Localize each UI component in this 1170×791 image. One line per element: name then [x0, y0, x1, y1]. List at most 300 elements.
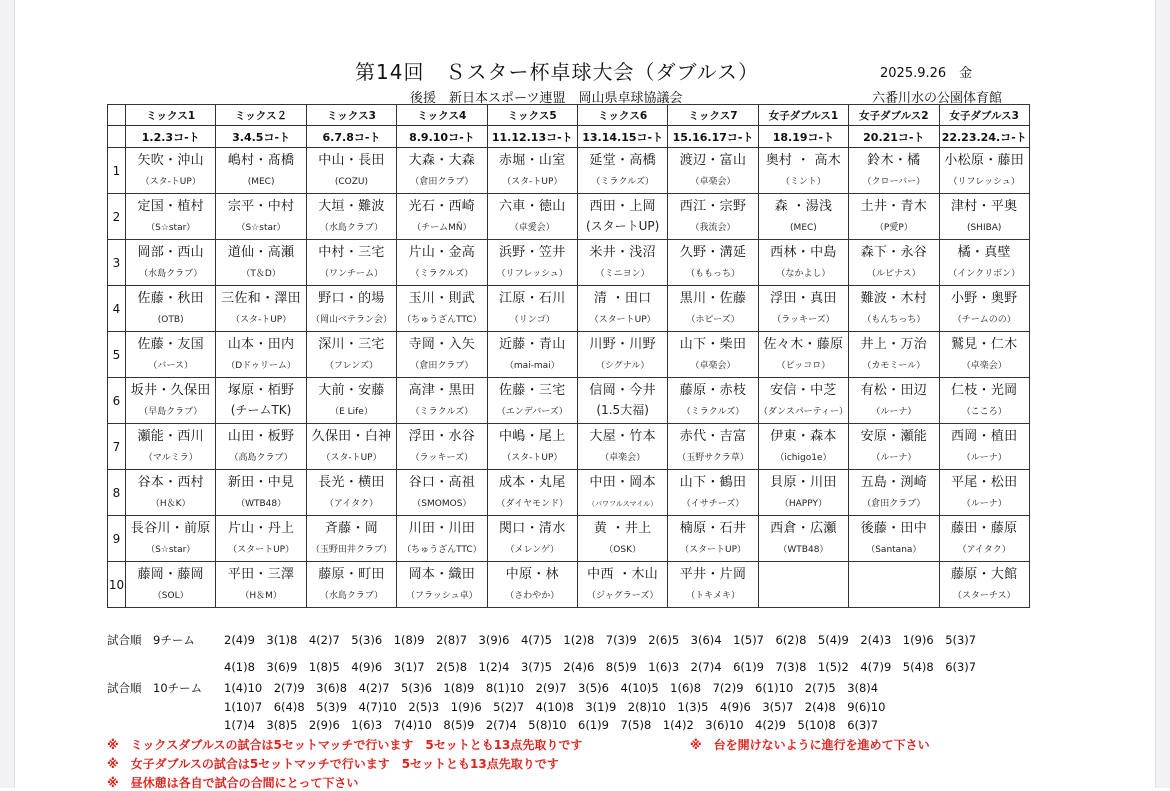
- pair-team: （スタートUP）: [680, 545, 747, 555]
- table-row: [108, 424, 1030, 470]
- event-header: 女子ダブルス3: [939, 105, 1029, 126]
- pair-names: 鈴木・橘: [867, 153, 921, 168]
- pair-names: 難波・木村: [860, 291, 928, 306]
- pair-cell: [397, 424, 487, 470]
- pair-team: （玉野サクラ草）: [677, 453, 749, 463]
- table-row: [108, 378, 1030, 424]
- pair-team: （我流会）: [690, 223, 736, 233]
- pair-cell: [758, 516, 848, 562]
- pair-cell: [306, 516, 396, 562]
- pair-cell: [216, 194, 306, 240]
- court-header: 18.19コ-ト: [758, 126, 848, 148]
- pair-names: 平尾・松田: [950, 475, 1018, 490]
- pair-names: 佐藤・秋田: [137, 291, 204, 306]
- pair-team: （S☆star）: [146, 223, 196, 233]
- pair-cell: [577, 286, 667, 332]
- pair-names: 斉藤・岡: [324, 521, 379, 536]
- pair-names: 貝原・川田: [770, 475, 837, 490]
- pair-cell: [126, 286, 216, 332]
- pair-team: （ミニヨン）: [595, 269, 650, 279]
- pair-names: 安原・瀬能: [860, 429, 928, 444]
- pair-cell: [577, 516, 667, 562]
- pair-names: 高津・黒田: [408, 383, 476, 398]
- pair-names: 藤田・藤原: [950, 521, 1018, 536]
- pair-cell: [758, 148, 848, 194]
- pair-names: 津村・平奥: [950, 199, 1018, 214]
- row-number: 9: [108, 516, 126, 562]
- court-header: 20.21コ-ト: [849, 126, 939, 148]
- court-header: 22.23.24.コ-ト: [939, 126, 1029, 148]
- pair-cell: [487, 470, 577, 516]
- pair-team: （ラッキーズ）: [772, 315, 835, 325]
- order-10-line: 1(4)10 2(7)9 3(6)8 4(2)7 5(3)6 1(8)9 8(1)10 2(9)7 3(5)6 4(10)5 1(6)8 7(2)9 6(1)10 2(7)5 3(8)4: [224, 681, 879, 695]
- pair-team: （WTB48）: [236, 499, 287, 509]
- pair-team: （倉田クラブ）: [410, 177, 474, 187]
- pair-names: 安信・中芝: [770, 383, 837, 398]
- pair-names: 長光・横田: [318, 475, 385, 490]
- pair-team: （早島クラブ）: [139, 407, 203, 417]
- pair-names: 大屋・竹本: [589, 429, 656, 444]
- pair-team: （S☆star）: [146, 545, 196, 555]
- venue-name: 六番川水の公園体育館: [872, 91, 1003, 106]
- pair-names: 中原・林: [505, 567, 559, 582]
- pair-team: （アイタク）: [957, 545, 1011, 555]
- pair-cell: [216, 148, 306, 194]
- row-number: 5: [108, 332, 126, 378]
- event-header: ミックス4: [397, 105, 487, 126]
- pair-cell: [849, 378, 939, 424]
- note-womens-rules: ※ 女子ダブルスの試合は5セットマッチで行います 5セットとも13点先取りです: [107, 757, 559, 771]
- pair-team: （玉野田井クラブ）: [310, 545, 393, 555]
- pair-cell: [487, 378, 577, 424]
- court-header: 3.4.5コ-ト: [216, 126, 306, 148]
- pair-names: 谷口・高祖: [408, 475, 476, 490]
- table-row: [108, 286, 1030, 332]
- pair-team: （バース）: [148, 361, 193, 371]
- order-9-label: 試合順 9チーム: [107, 633, 195, 647]
- pair-names: 嶋村・髙橋: [227, 153, 295, 168]
- pair-cell: [577, 332, 667, 378]
- pair-team: （卓愛会）: [509, 223, 555, 233]
- pair-cell: [487, 516, 577, 562]
- pair-team: （スターチス）: [952, 591, 1016, 601]
- pair-team: （SMOMOS）: [412, 499, 472, 509]
- row-number: 1: [108, 148, 126, 194]
- pair-names: 光石・西崎: [408, 199, 476, 214]
- pair-names: 黒川・佐藤: [679, 291, 747, 306]
- order-9-line: 2(4)9 3(1)8 4(2)7 5(3)6 1(8)9 2(8)7 3(9)6 4(7)5 1(2)8 7(3)9 2(6)5 3(6)4 1(5)7 6(2)8 5(4)9 2(4)3 1(9)6 5(3)7: [224, 633, 977, 647]
- pair-team: （パワフルスマイル）: [588, 500, 658, 508]
- pair-team: (スタートUP): [585, 219, 660, 233]
- row-number: 6: [108, 378, 126, 424]
- pair-cell: [487, 562, 577, 608]
- pair-names: 浜野・笠井: [499, 245, 566, 260]
- order-9-line: 4(1)8 3(6)9 1(8)5 4(9)6 3(1)7 2(5)8 1(2)4 3(7)5 2(4)6 8(5)9 1(6)3 2(7)4 6(1)9 7(3)8 1(5)2 4(7)9 5(4)8 6(3)7: [224, 660, 977, 674]
- pair-cell: [397, 562, 487, 608]
- left-edge: [0, 0, 15, 788]
- pair-team: （ホピーズ）: [686, 315, 740, 325]
- note-mixed-rules: ※ ミックスダブルスの試合は5セットマッチで行います 5セットとも13点先取りです: [107, 738, 583, 752]
- pair-names: 信岡・今井: [589, 383, 656, 398]
- note-progress: ※ 台を開けないように進行を進めて下さい: [690, 738, 930, 752]
- pair-team: （ちゅうざんTTC）: [402, 545, 482, 555]
- pair-team: （エンデバーズ）: [496, 407, 568, 417]
- pair-team: (チームTK): [230, 403, 292, 417]
- pair-names: 瀬能・西川: [137, 429, 204, 444]
- pair-cell: [216, 240, 306, 286]
- pair-names: 小松原・藤田: [944, 153, 1025, 168]
- pair-team: （OSK）: [604, 545, 641, 555]
- pair-names: 佐々木・藤原: [763, 337, 844, 352]
- pair-cell: [577, 562, 667, 608]
- pair-team: （ルピナス）: [867, 269, 921, 279]
- pair-names: 川田・川田: [408, 521, 476, 536]
- pair-names: 六車・徳山: [499, 199, 566, 214]
- pair-names: 佐藤・三宅: [499, 383, 566, 398]
- pair-team: （ルーナ）: [871, 453, 917, 463]
- pair-names: 岡部・西山: [137, 245, 204, 260]
- pair-cell: [758, 470, 848, 516]
- pair-team: （倉田クラブ）: [862, 499, 926, 509]
- pair-team: （P愛P）: [874, 223, 913, 233]
- pair-cell: [939, 470, 1029, 516]
- pair-names: 新田・中見: [227, 475, 295, 490]
- pair-team: （スタートUP）: [228, 545, 295, 555]
- pair-cell: [216, 378, 306, 424]
- pair-cell: [849, 562, 939, 608]
- row-number: 8: [108, 470, 126, 516]
- pair-cell: [126, 240, 216, 286]
- pair-cell: [668, 470, 758, 516]
- corner-cell: [108, 126, 126, 148]
- pair-cell: [126, 424, 216, 470]
- pair-cell: [758, 286, 848, 332]
- pair-names: 後藤・田中: [860, 521, 928, 536]
- event-header: 女子ダブルス1: [758, 105, 848, 126]
- pair-team: （倉田クラブ）: [410, 361, 474, 371]
- header-row-events: [108, 105, 1030, 126]
- pair-names: 井上・万治: [860, 337, 928, 352]
- pair-team: （ミラクルズ）: [591, 177, 654, 187]
- row-number: 3: [108, 240, 126, 286]
- pair-team: （高島クラブ）: [229, 453, 293, 463]
- pair-cell: [758, 240, 848, 286]
- pair-cell: [306, 194, 396, 240]
- pair-team: (1.5大福): [596, 403, 649, 417]
- pair-names: 定国・植村: [137, 199, 204, 214]
- pair-cell: [216, 470, 306, 516]
- pair-names: 土井・青木: [860, 199, 928, 214]
- sponsor-line: 後援 新日本スポーツ連盟 岡山県卓球協議会: [410, 91, 683, 106]
- table-row: [108, 470, 1030, 516]
- pair-cell: [939, 516, 1029, 562]
- court-header: 8.9.10コ-ト: [397, 126, 487, 148]
- pair-names: 西岡・植田: [950, 429, 1018, 444]
- pair-team: （インクリボン）: [948, 269, 1021, 279]
- row-number: 10: [108, 562, 126, 608]
- pair-names: 成本・丸尾: [499, 475, 566, 490]
- pair-names: 宗平・中村: [227, 199, 295, 214]
- order-10-label: 試合順 10チーム: [107, 681, 203, 695]
- event-header: ミックス3: [306, 105, 396, 126]
- pair-cell: [849, 194, 939, 240]
- pair-names: 近藤・青山: [499, 337, 566, 352]
- pair-cell: [306, 424, 396, 470]
- pair-names: 山下・柴田: [679, 337, 747, 352]
- pair-names: 久野・溝延: [679, 245, 747, 260]
- pair-team: (SHIBA): [966, 223, 1002, 233]
- pair-cell: [487, 194, 577, 240]
- pair-names: 森 ・湯浅: [774, 199, 833, 214]
- row-number: 7: [108, 424, 126, 470]
- pair-cell: [216, 286, 306, 332]
- pair-team: （ルーナ）: [871, 407, 917, 417]
- pair-names: 藤原・町田: [318, 567, 385, 582]
- pair-cell: [216, 562, 306, 608]
- pair-team: （さわやか）: [505, 591, 560, 601]
- pair-team: (MEC): [790, 223, 817, 233]
- pair-names: 野口・的場: [318, 291, 385, 306]
- pair-cell: [397, 286, 487, 332]
- pair-team: （フレンズ）: [324, 361, 379, 371]
- pair-team: （ダイヤモンド）: [496, 499, 569, 509]
- table-row: [108, 562, 1030, 608]
- pair-team: （メレンゲ）: [505, 545, 560, 555]
- pair-team: （ミラクルズ）: [681, 407, 745, 417]
- pair-team: （ichigo1e）: [775, 453, 832, 463]
- pair-names: 赤代・吉富: [679, 429, 747, 444]
- table-row: [108, 240, 1030, 286]
- pair-team: （チームのの）: [952, 315, 1016, 325]
- event-header: ミックス5: [487, 105, 577, 126]
- pair-names: 中田・岡本: [589, 475, 656, 490]
- pair-cell: [397, 470, 487, 516]
- pair-cell: [216, 332, 306, 378]
- event-header: ミックス２: [216, 105, 306, 126]
- pair-team: （WTB48）: [778, 545, 829, 555]
- pair-team: （ルーナ）: [961, 453, 1007, 463]
- pair-names: 矢吹・沖山: [137, 153, 204, 168]
- pair-cell: [668, 378, 758, 424]
- pair-cell: [668, 332, 758, 378]
- pair-names: 米井・浅沼: [589, 245, 656, 260]
- pair-names: 大垣・難波: [318, 199, 385, 214]
- pair-team: （水島クラブ）: [319, 591, 384, 601]
- table-row: [108, 332, 1030, 378]
- pair-names: 坂井・久保田: [130, 383, 211, 398]
- pair-names: 久保田・白神: [311, 429, 392, 444]
- pair-names: 西林・中島: [770, 245, 837, 260]
- pair-cell: [939, 194, 1029, 240]
- pair-team: （mai-mai）: [504, 361, 560, 371]
- header-row-courts: [108, 126, 1030, 148]
- pair-cell: [306, 148, 396, 194]
- pair-names: 渡辺・富山: [679, 153, 747, 168]
- pair-names: 橘・真壁: [957, 245, 1011, 260]
- pair-cell: [668, 148, 758, 194]
- pair-team: （H＆M）: [240, 591, 282, 601]
- pair-team: （カモミール）: [862, 361, 926, 371]
- pair-team: （ちゅうざんTTC）: [402, 315, 482, 325]
- pair-cell: [758, 424, 848, 470]
- pair-cell: [849, 148, 939, 194]
- pair-names: 深川・三宅: [318, 337, 385, 352]
- pair-names: 黄 ・井上: [593, 521, 652, 536]
- table-row: [108, 516, 1030, 562]
- pair-names: 佐藤・友国: [137, 337, 204, 352]
- event-header: ミックス1: [126, 105, 216, 126]
- event-header: ミックス7: [668, 105, 758, 126]
- pair-team: （卓楽会）: [600, 453, 646, 463]
- pair-names: 西田・上岡: [589, 199, 656, 214]
- pair-team: （HAPPY）: [779, 499, 827, 509]
- pair-team: （T＆D）: [241, 269, 281, 279]
- pair-names: 片山・金高: [408, 245, 476, 260]
- pair-names: 赤堀・山室: [499, 153, 566, 168]
- pair-cell: [577, 148, 667, 194]
- pair-names: 楠原・石井: [679, 521, 747, 536]
- pair-names: 岡本・織田: [408, 567, 476, 582]
- pair-team: （Santana）: [866, 545, 922, 555]
- court-header: 6.7.8コ-ト: [306, 126, 396, 148]
- pair-names: 浮田・水谷: [408, 429, 476, 444]
- pair-team: （H＆K）: [150, 499, 191, 509]
- note-lunch: ※ 昼休憩は各自で試合の合間にとって下さい: [107, 776, 359, 790]
- pair-cell: [939, 378, 1029, 424]
- pair-cell: [939, 332, 1029, 378]
- pair-names: 三佐和・澤田: [221, 291, 301, 306]
- court-header: 13.14.15コ-ト: [577, 126, 667, 148]
- pair-team: （イサチーズ）: [681, 499, 745, 509]
- pair-team: (COZU): [334, 177, 369, 187]
- pair-cell: [487, 148, 577, 194]
- pair-team: （ミント）: [780, 177, 826, 187]
- pair-team: （チームMÑ）: [412, 223, 472, 233]
- pair-cell: [577, 378, 667, 424]
- pair-names: 平井・片岡: [679, 567, 747, 582]
- pair-team: （スタ-トUP）: [502, 453, 563, 463]
- pair-team: （アイタク）: [324, 499, 379, 509]
- pair-cell: [758, 194, 848, 240]
- pair-names: 山田・板野: [227, 429, 295, 444]
- pair-cell: [939, 562, 1029, 608]
- pair-team: （トキメキ）: [686, 591, 740, 601]
- pair-team: （水島クラブ）: [139, 269, 203, 279]
- pair-names: 藤原・赤枝: [679, 383, 747, 398]
- pair-cell: [668, 562, 758, 608]
- pair-cell: [126, 332, 216, 378]
- pair-cell: [939, 148, 1029, 194]
- pair-names: 江原・石川: [499, 291, 566, 306]
- pair-names: 道仙・高瀬: [227, 245, 295, 260]
- pair-cell: [397, 332, 487, 378]
- pair-cell: [758, 562, 848, 608]
- pair-team: （SOL）: [152, 591, 189, 601]
- pair-team: （岡山ベテラン会）: [310, 315, 392, 325]
- pair-cell: [126, 194, 216, 240]
- pair-cell: [849, 286, 939, 332]
- pair-cell: [849, 516, 939, 562]
- pair-names: 平田・三澤: [227, 567, 295, 582]
- pair-cell: [939, 240, 1029, 286]
- pair-names: 鷲見・仁木: [950, 337, 1018, 352]
- pair-team: （リフレッシュ）: [948, 177, 1020, 187]
- pair-team: （ワンチーム）: [319, 269, 383, 279]
- event-header: ミックス6: [577, 105, 667, 126]
- corner-cell: [108, 105, 126, 126]
- pair-cell: [758, 332, 848, 378]
- pair-names: 中嶋・尾上: [499, 429, 566, 444]
- pair-names: 伊東・森本: [770, 429, 837, 444]
- pair-names: 西江・宗野: [679, 199, 747, 214]
- table-row: [108, 148, 1030, 194]
- pair-names: 関口・清水: [499, 521, 566, 536]
- pair-team: （フラッシュ卓）: [406, 591, 478, 601]
- pair-cell: [306, 240, 396, 286]
- pair-names: 藤原・大館: [950, 567, 1018, 582]
- pair-cell: [306, 378, 396, 424]
- pair-cell: [126, 516, 216, 562]
- pair-names: 中山・長田: [318, 153, 385, 168]
- pair-cell: [849, 332, 939, 378]
- pair-cell: [397, 240, 487, 286]
- pair-cell: [306, 470, 396, 516]
- pair-cell: [306, 562, 396, 608]
- pair-cell: [306, 286, 396, 332]
- order-10-line: 1(7)4 3(8)5 2(9)6 1(6)3 7(4)10 8(5)9 2(7)4 5(8)10 6(1)9 7(5)8 1(4)2 3(6)10 4(2)9 5(10)8 6(3)7: [224, 718, 879, 732]
- pair-team: （S☆star）: [236, 223, 286, 233]
- pair-team: （スタ-トUP）: [140, 177, 201, 187]
- pair-cell: [487, 286, 577, 332]
- pair-cell: [397, 148, 487, 194]
- pair-team: （スタートUP）: [589, 315, 656, 325]
- pair-team: （シグナル）: [595, 361, 650, 371]
- pair-names: 山本・田内: [227, 337, 295, 352]
- pair-names: 延堂・高橋: [589, 153, 656, 168]
- pair-team: （なかよし）: [776, 269, 831, 279]
- pair-names: 有松・田辺: [860, 383, 928, 398]
- pair-team: （ダンスパーティー）: [758, 407, 848, 417]
- right-edge: [1155, 0, 1170, 788]
- pair-team: （スタ-トUP）: [502, 177, 563, 187]
- pair-team: （卓楽会）: [690, 361, 736, 371]
- pair-cell: [126, 470, 216, 516]
- pair-cell: [668, 286, 758, 332]
- pair-cell: [758, 378, 848, 424]
- event-date: 2025.9.26 金: [880, 66, 973, 81]
- pair-names: 西倉・広瀬: [770, 521, 837, 536]
- event-header: 女子ダブルス2: [849, 105, 939, 126]
- pair-team: （リンゴ）: [509, 315, 555, 325]
- pair-cell: [126, 148, 216, 194]
- pair-team: （マルミラ）: [143, 453, 198, 463]
- pair-names: 山下・鶴田: [679, 475, 747, 490]
- pair-cell: [849, 424, 939, 470]
- pair-team: （水島クラブ）: [319, 223, 384, 233]
- page-title: 第14回 Ｓスター杯卓球大会（ダブルス）: [355, 60, 760, 84]
- pair-team: (OTB): [157, 315, 184, 325]
- pair-names: 小野・奥野: [950, 291, 1018, 306]
- pair-team: (MEC): [247, 177, 275, 187]
- pair-team: （ももっち）: [686, 269, 741, 279]
- pair-team: （クローバー）: [862, 177, 926, 187]
- pair-cell: [216, 516, 306, 562]
- pair-names: 清 ・田口: [593, 291, 652, 306]
- court-header: 15.16.17コ-ト: [668, 126, 758, 148]
- pair-team: （E Life）: [330, 407, 373, 417]
- pair-cell: [487, 424, 577, 470]
- order-10-line: 1(10)7 6(4)8 5(3)9 4(7)10 2(5)3 1(9)6 5(2)7 4(10)8 3(1)9 2(8)10 1(3)5 4(9)6 3(5)7 2(4)8 9(6)10: [224, 700, 886, 714]
